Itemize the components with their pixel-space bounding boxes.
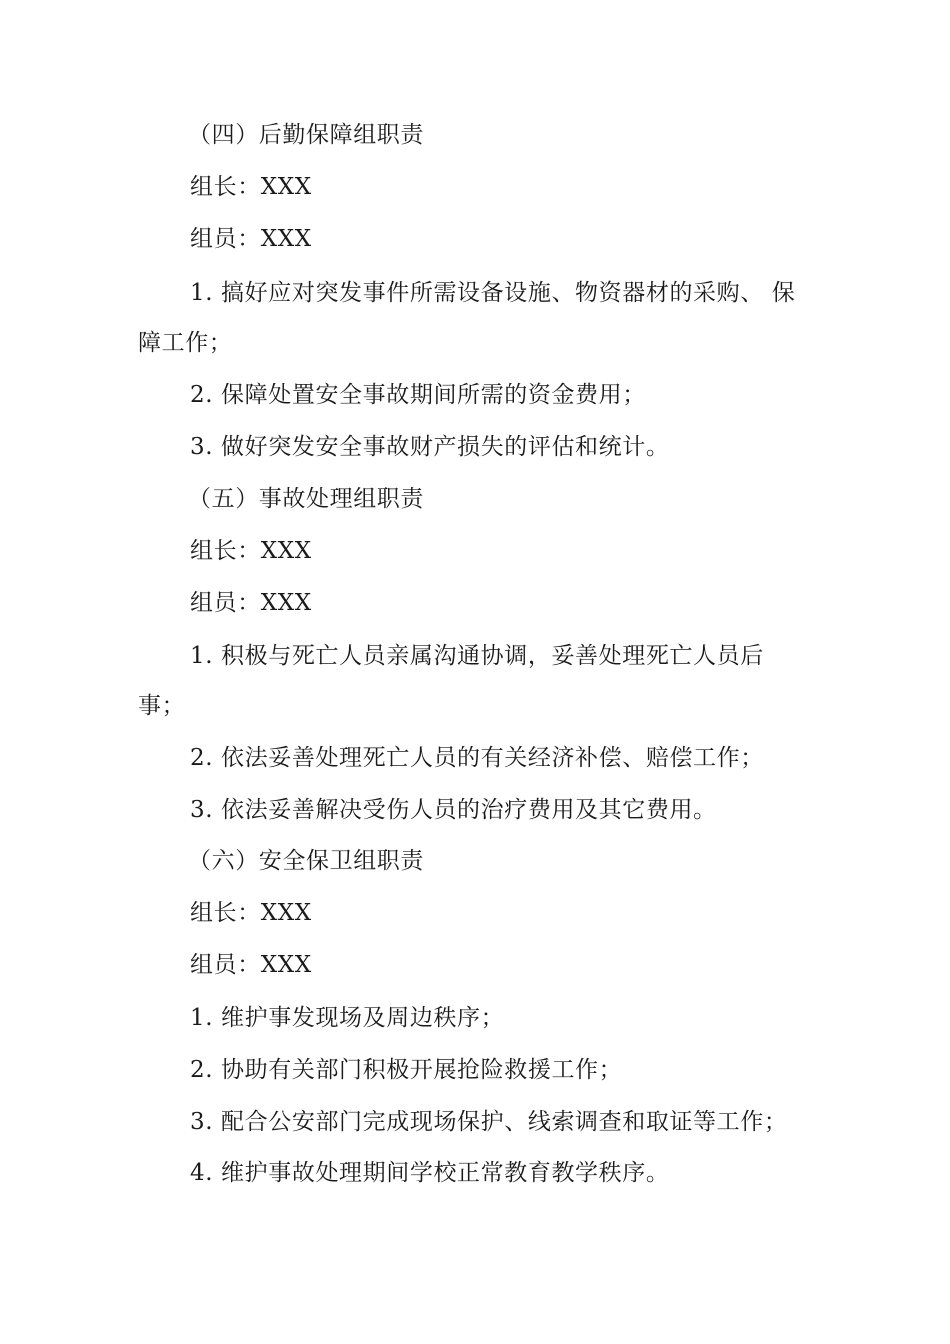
duty-item: 1. 搞好应对突发事件所需设备设施、物资器材的采购、 保 <box>190 280 796 306</box>
duty-item: 2. 协助有关部门积极开展抢险救援工作； <box>190 1057 623 1083</box>
duty-item: 4. 维护事故处理期间学校正常教育教学秩序。 <box>190 1160 670 1186</box>
group-member: 组员：XXX <box>190 952 312 978</box>
duty-item: 3. 依法妥善解决受伤人员的治疗费用及其它费用。 <box>190 797 717 823</box>
group-leader: 组长：XXX <box>190 174 312 200</box>
duty-item: 3. 配合公安部门完成现场保护、线索调查和取证等工作； <box>190 1109 788 1135</box>
group-member: 组员：XXX <box>190 226 312 252</box>
duty-item-continuation: 事； <box>138 693 186 719</box>
duty-item-continuation: 障工作； <box>138 330 233 356</box>
duty-item: 2. 依法妥善处理死亡人员的有关经济补偿、赔偿工作； <box>190 745 764 771</box>
group-member: 组员：XXX <box>190 590 312 616</box>
duty-item: 3. 做好突发安全事故财产损失的评估和统计。 <box>190 434 670 460</box>
duty-item: 1. 维护事发现场及周边秩序； <box>190 1005 505 1031</box>
section-heading: （六）安全保卫组职责 <box>188 848 424 874</box>
section-heading: （四）后勤保障组职责 <box>188 122 424 148</box>
group-leader: 组长：XXX <box>190 538 312 564</box>
section-heading: （五）事故处理组职责 <box>188 486 424 512</box>
duty-item: 2. 保障处置安全事故期间所需的资金费用； <box>190 382 646 408</box>
duty-item: 1. 积极与死亡人员亲属沟通协调，妥善处理死亡人员后 <box>190 643 764 669</box>
group-leader: 组长：XXX <box>190 900 312 926</box>
